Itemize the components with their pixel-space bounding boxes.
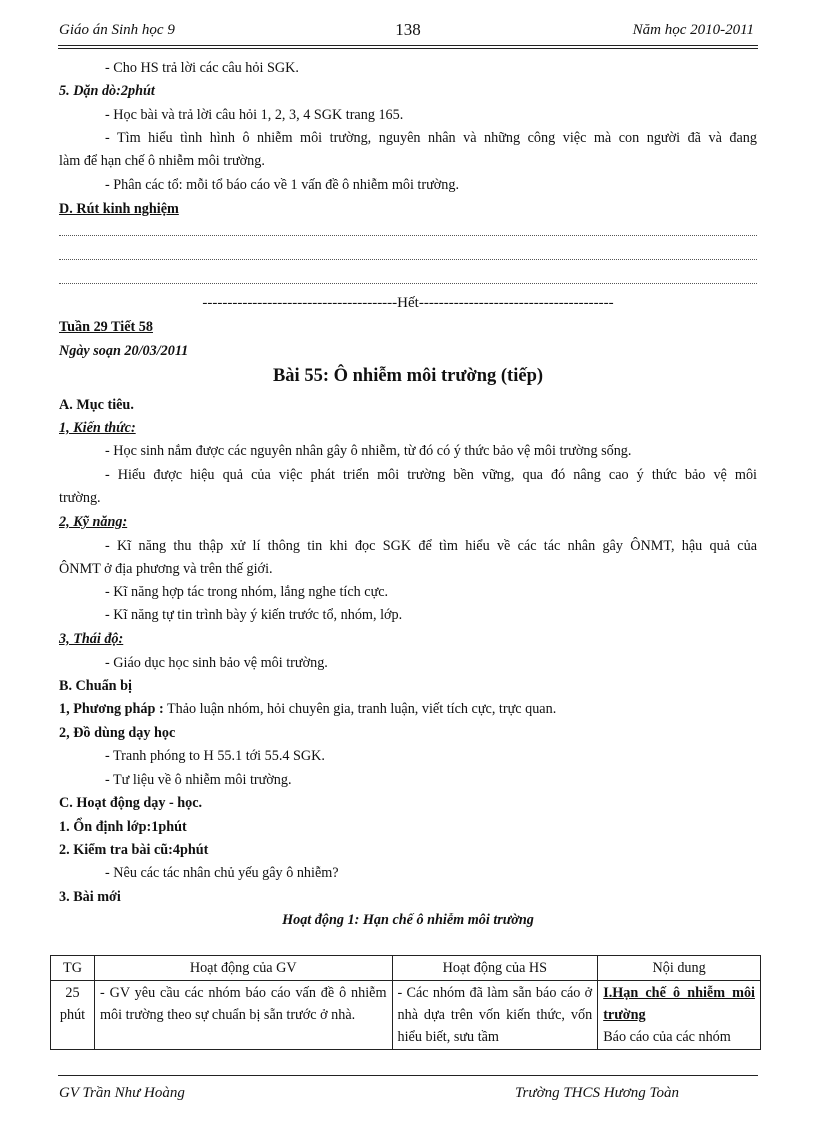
knowledge-item-1: - Học sinh nắm được các nguyên nhân gây ô nhiễm, từ đó có ý thức bảo vệ môi trường sống.	[105, 443, 632, 459]
dan-do-item-1: - Học bài và trả lời câu hỏi 1, 2, 3, 4 SGK trang 165.	[105, 107, 404, 123]
knowledge-heading: 1, Kiến thức:	[59, 420, 136, 436]
skills-item-1-cont: ÔNMT ở địa phương và trên thế giới.	[59, 561, 273, 577]
old-lesson-question: - Nêu các tác nhân chủ yếu gây ô nhiễm?	[105, 865, 339, 881]
header-subject: Giáo án Sinh học 9	[59, 22, 175, 38]
content-heading: I.Hạn chế ô nhiễm môi trường	[603, 985, 755, 1023]
footer-rule	[58, 1075, 758, 1076]
activity-1-title: Hoạt động 1: Hạn chế ô nhiễm môi trường	[282, 912, 534, 928]
method-label: 1, Phương pháp :	[59, 701, 164, 717]
dan-do-item-3: - Phân các tổ: mỗi tổ báo cáo về 1 vấn đề ô nhiễm môi trường.	[105, 177, 460, 193]
student-activity-cell: - Các nhóm đã làm sẵn báo cáo ở nhà dựa trên vốn kiến thức, vốn hiểu biết, sưu tầm	[392, 981, 598, 1050]
activities-heading: C. Hoạt động dạy - học.	[59, 795, 203, 811]
time-unit: phút	[59, 1007, 86, 1023]
prepared-date: Ngày soạn 20/03/2011	[59, 343, 189, 359]
preparation-heading: B. Chuẩn bị	[59, 678, 132, 694]
class-stabilize: 1. Ổn định lớp:1phút	[59, 819, 187, 835]
new-lesson-heading: 3. Bài mới	[59, 889, 121, 905]
activity-table	[50, 955, 761, 1050]
content-text: Báo cáo của các nhóm	[603, 1029, 731, 1045]
col-header-content: Nội dung	[598, 956, 761, 981]
method-line	[59, 699, 757, 719]
week-period: Tuần 29 Tiết 58	[59, 319, 153, 335]
answer-sgk-line: - Cho HS trả lời các câu hỏi SGK.	[105, 60, 299, 76]
header-rule-thin	[58, 48, 758, 49]
time-value: 25	[65, 985, 80, 1001]
rut-kinh-nghiem-heading: D. Rút kinh nghiệm	[59, 201, 179, 217]
col-header-time: TG	[51, 956, 95, 981]
col-header-teacher: Hoạt động của GV	[94, 956, 392, 981]
dan-do-item-2: - Tìm hiểu tình hình ô nhiễm môi trường, nguyên nhân và những công việc mà con người đã và đang	[105, 130, 757, 146]
dotted-line-3	[59, 283, 757, 284]
attitude-heading: 3, Thái độ:	[59, 631, 124, 647]
dan-do-heading: 5. Dặn dò:2phút	[59, 83, 155, 99]
dotted-line-1	[59, 235, 757, 236]
old-lesson-check: 2. Kiểm tra bài cũ:4phút	[59, 842, 209, 858]
method-text: Thảo luận nhóm, hỏi chuyên gia, tranh luận, viết tích cực, trực quan.	[163, 701, 557, 717]
time-cell	[51, 981, 95, 1050]
footer-school: Trường THCS Hương Toàn	[515, 1085, 679, 1101]
knowledge-item-2-cont: trường.	[59, 490, 101, 506]
content-cell	[598, 981, 761, 1050]
dan-do-item-2-cont: làm để hạn chế ô nhiễm môi trường.	[59, 153, 265, 169]
header-rule	[58, 45, 758, 46]
dotted-line-2	[59, 259, 757, 260]
knowledge-item-2: - Hiểu được hiệu quả của việc phát triển môi trường bền vững, qua đó nâng cao ý thức bảo vệ môi	[105, 467, 757, 483]
materials-item-1: - Tranh phóng to H 55.1 tới 55.4 SGK.	[105, 748, 325, 764]
end-marker: ---------------------------------------Hết---------------------------------------	[202, 295, 614, 311]
footer-teacher: GV Trần Như Hoàng	[59, 1085, 185, 1101]
attitude-item-1: - Giáo dục học sinh bảo vệ môi trường.	[105, 655, 328, 671]
teacher-activity-cell: - GV yêu cầu các nhóm báo cáo vấn đề ô nhiễm môi trường theo sự chuẩn bị sẵn trước ở nhà.	[94, 981, 392, 1050]
skills-item-1: - Kĩ năng thu thập xử lí thông tin khi đọc SGK để tìm hiểu về các tác nhân gây ÔNMT, hậu quả của	[105, 538, 757, 554]
page-number: 138	[395, 20, 421, 39]
lesson-title: Bài 55: Ô nhiễm môi trường (tiếp)	[272, 366, 544, 386]
table-row	[51, 981, 761, 1050]
skills-item-2: - Kĩ năng hợp tác trong nhóm, lắng nghe tích cực.	[105, 584, 389, 600]
objectives-heading: A. Mục tiêu.	[59, 397, 134, 413]
table-header-row	[51, 956, 761, 981]
skills-item-3: - Kĩ năng tự tin trình bày ý kiến trước tổ, nhóm, lớp.	[105, 607, 403, 623]
col-header-student: Hoạt động của HS	[392, 956, 598, 981]
header-school-year: Năm học 2010-2011	[632, 22, 754, 38]
skills-heading: 2, Kỹ năng:	[59, 514, 128, 530]
materials-heading: 2, Đồ dùng dạy học	[59, 725, 176, 741]
materials-item-2: - Tư liệu về ô nhiễm môi trường.	[105, 772, 292, 788]
